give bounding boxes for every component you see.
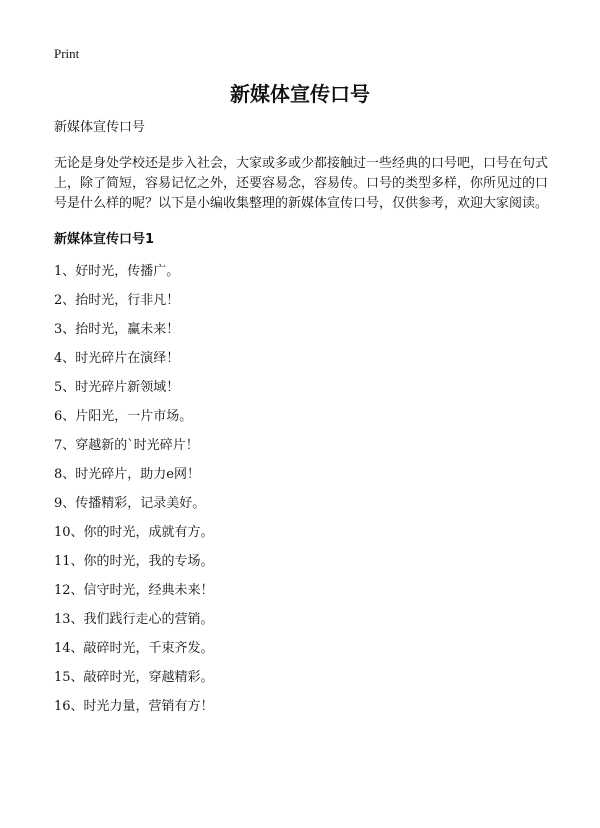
slogan-item: 14、敲碎时光，千束齐发。 [54,641,214,656]
slogan-item: 4、时光碎片在演绎！ [54,351,180,366]
document-body [54,118,548,726]
section-heading: 新媒体宣传口号1 [54,232,155,247]
slogan-item: 2、抬时光，行非凡！ [54,293,180,308]
slogan-item: 8、时光碎片，助力e网！ [54,467,200,482]
slogan-item: 11、你的时光，我的专场。 [54,554,214,569]
document-subtitle: 新媒体宣传口号 [54,120,146,135]
slogan-item: 10、你的时光，成就有方。 [54,525,214,540]
slogan-item: 7、穿越新的`时光碎片！ [54,438,199,453]
print-link[interactable]: Print [54,46,80,61]
slogan-item: 1、好时光，传播广。 [54,264,180,279]
slogan-item: 6、片阳光，一片市场。 [54,409,193,424]
slogan-item: 12、信守时光，经典未来！ [54,583,214,598]
slogan-item: 9、传播精彩，记录美好。 [54,496,206,511]
intro-paragraph: 无论是身处学校还是步入社会，大家或多或少都接触过一些经典的口号吧，口号在句式上，除了简短，容易记忆之外，还要容易念，容易传。口号的类型多样，你所见过的口号是什么样的呢？以下是小编收集整理的新媒体宣传口号，仅供参考，欢迎大家阅读。 [54,156,549,211]
slogan-list [54,262,548,726]
slogan-item: 15、敲碎时光，穿越精彩。 [54,670,214,685]
slogan-item: 5、时光碎片新领域！ [54,380,180,395]
slogan-item: 16、时光力量，营销有方！ [54,699,214,714]
document-title: 新媒体宣传口号 [230,82,370,106]
slogan-item: 3、抬时光，赢未来！ [54,322,180,337]
slogan-item: 13、我们践行走心的营销。 [54,612,214,627]
